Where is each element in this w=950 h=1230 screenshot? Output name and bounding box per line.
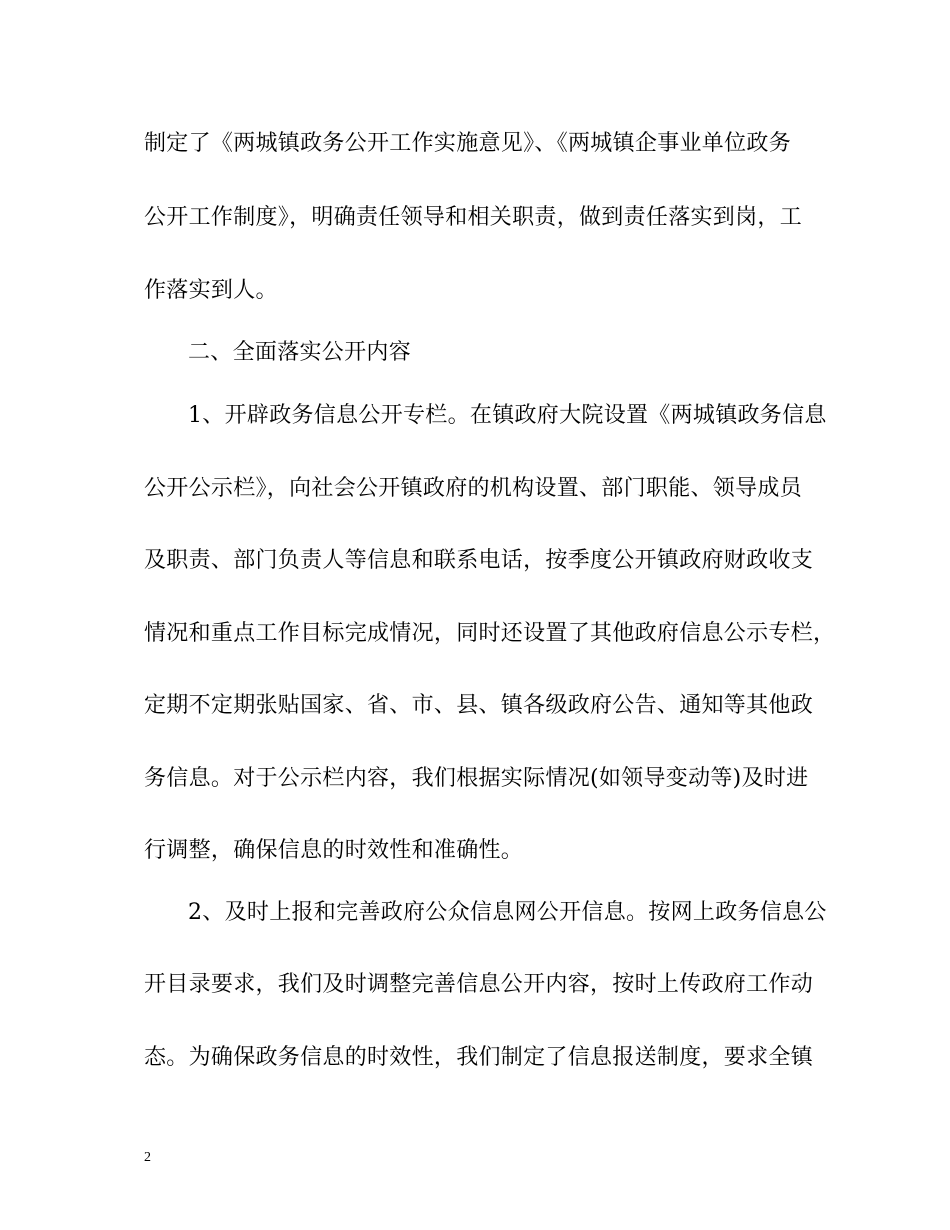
text-line-10: 务信息。对于公示栏内容，我们根据实际情况(如领导变动等)及时进 [144,766,809,791]
text-line-14: 态。为确保政务信息的时效性，我们制定了信息报送制度，要求全镇 [144,1045,814,1070]
text-line-12: 2、及时上报和完善政府公众信息网公开信息。按网上政务信息公 [188,900,827,925]
text-line-13: 开目录要求，我们及时调整完善信息公开内容，按时上传政府工作动 [144,972,814,997]
section-heading: 二、全面落实公开内容 [188,340,412,365]
text-line-2: 公开工作制度》，明确责任领导和相关职责，做到责任落实到岗，工 [144,205,803,230]
text-line-7: 及职责、部门负责人等信息和联系电话，按季度公开镇政府财政收支 [144,548,814,573]
text-line-6: 公开公示栏》，向社会公开镇政府的机构设置、部门职能、领导成员 [144,476,803,501]
text-line-1: 制定了《两城镇政务公开工作实施意见》、《两城镇企事业单位政务 [144,131,792,156]
text-line-8: 情况和重点工作目标完成情况，同时还设置了其他政府信息公示专栏， [144,621,836,646]
text-line-11: 行调整，确保信息的时效性和准确性。 [144,838,524,863]
text-line-9: 定期不定期张贴国家、省、市、县、镇各级政府公告、通知等其他政 [144,693,814,718]
page-number: 2 [144,1150,151,1165]
text-line-3: 作落实到人。 [144,278,278,303]
text-line-5: 1、开辟政务信息公开专栏。在镇政府大院设置《两城镇政务信息 [188,403,827,428]
